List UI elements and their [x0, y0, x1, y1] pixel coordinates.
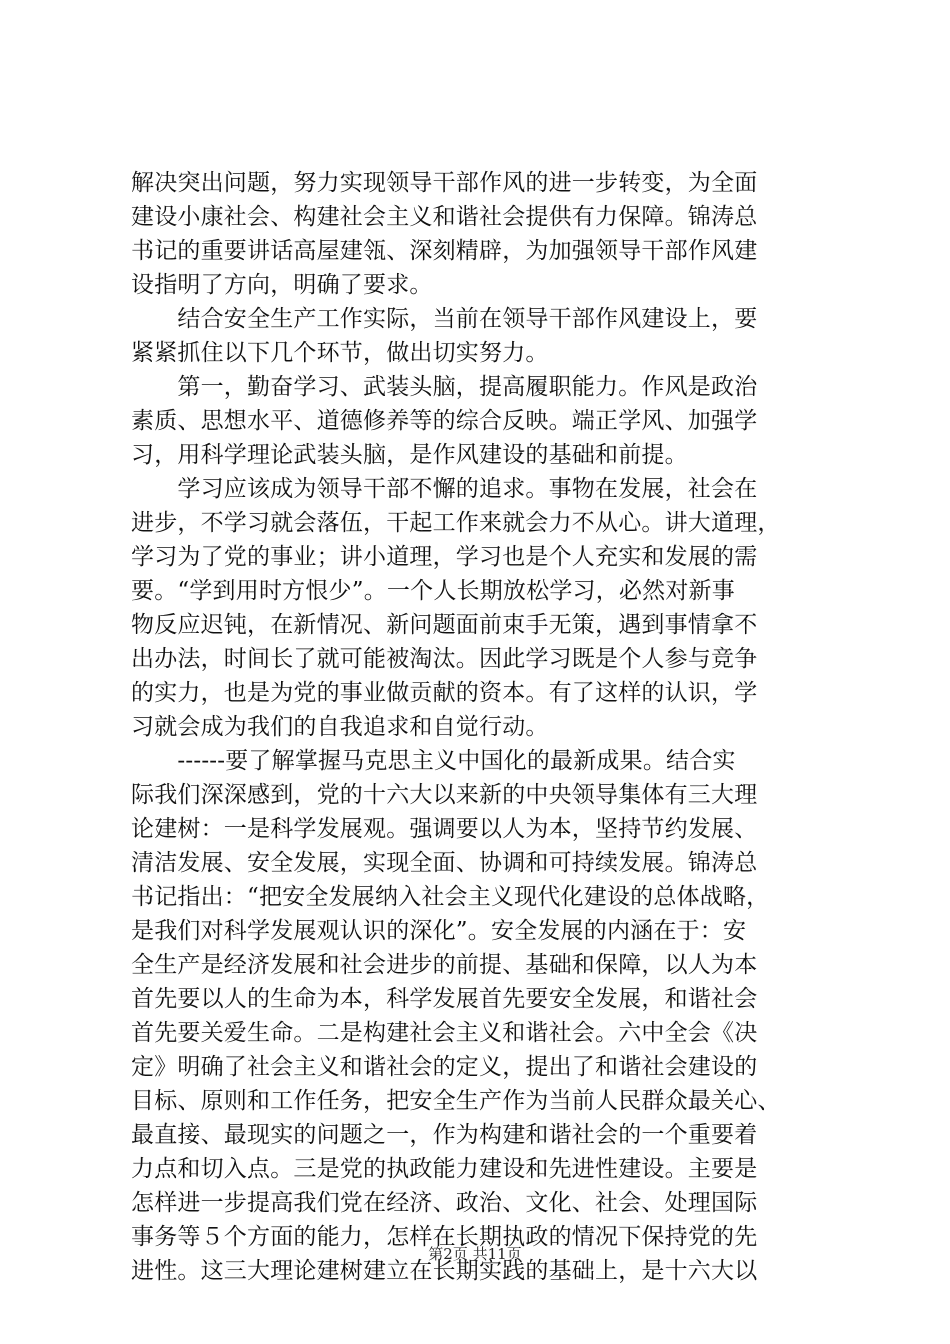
- text-line: 首先要关爱生命。二是构建社会主义和谐社会。六中全会《决: [131, 1020, 758, 1046]
- text-line: 最直接、最现实的问题之一，作为构建和谐社会的一个重要着: [131, 1122, 758, 1148]
- text-line: 解决突出问题，努力实现领导干部作风的进一步转变，为全面: [131, 170, 758, 196]
- text-line: 际我们深深感到，党的十六大以来新的中央领导集体有三大理: [131, 782, 758, 808]
- text-line: 清洁发展、安全发展，实现全面、协调和可持续发展。锦涛总: [131, 850, 758, 876]
- text-line: 定》明确了社会主义和谐社会的定义，提出了和谐社会建设的: [131, 1054, 758, 1080]
- text-line: 出办法，时间长了就可能被淘汰。因此学习既是个人参与竞争: [131, 646, 758, 672]
- text-line: 目标、原则和工作任务，把安全生产作为当前人民群众最关心、: [131, 1088, 781, 1114]
- body-text: [131, 166, 826, 1288]
- text-line: 学习应该成为领导干部不懈的追求。事物在发展，社会在: [131, 476, 758, 502]
- text-line: 进步，不学习就会落伍，干起工作来就会力不从心。讲大道理，: [131, 510, 781, 536]
- text-line: 素质、思想水平、道德修养等的综合反映。端正学风、加强学: [131, 408, 758, 434]
- text-line: 学习为了党的事业；讲小道理，学习也是个人充实和发展的需: [131, 544, 758, 570]
- text-line: 书记的重要讲话高屋建瓴、深刻精辟，为加强领导干部作风建: [131, 238, 758, 264]
- text-line: 结合安全生产工作实际，当前在领导干部作风建设上，要: [131, 306, 758, 332]
- text-line: 事务等５个方面的能力，怎样在长期执政的情况下保持党的先: [131, 1224, 758, 1250]
- text-line: ------要了解掌握马克思主义中国化的最新成果。结合实: [131, 748, 736, 774]
- text-line: 书记指出：“把安全发展纳入社会主义现代化建设的总体战略，: [131, 884, 770, 910]
- text-line: 习就会成为我们的自我追求和自觉行动。: [131, 714, 549, 740]
- text-line: 怎样进一步提高我们党在经济、政治、文化、社会、处理国际: [131, 1190, 758, 1216]
- text-line: 进性。这三大理论建树建立在长期实践的基础上，是十六大以: [131, 1258, 758, 1284]
- text-line: 的实力，也是为党的事业做贡献的资本。有了这样的认识，学: [131, 680, 758, 706]
- text-line: 全生产是经济发展和社会进步的前提、基础和保障，以人为本: [131, 952, 758, 978]
- text-line: 建设小康社会、构建社会主义和谐社会提供有力保障。锦涛总: [131, 204, 758, 230]
- text-line: 是我们对科学发展观认识的深化”。安全发展的内涵在于：安: [131, 918, 747, 944]
- text-line: 物反应迟钝，在新情况、新问题面前束手无策，遇到事情拿不: [131, 612, 758, 638]
- text-line: 力点和切入点。三是党的执政能力建设和先进性建设。主要是: [131, 1156, 758, 1182]
- text-line: 首先要以人的生命为本，科学发展首先要安全发展，和谐社会: [131, 986, 758, 1012]
- text-line: 习，用科学理论武装头脑，是作风建设的基础和前提。: [131, 442, 688, 468]
- text-line: 要。“学到用时方恨少”。一个人长期放松学习，必然对新事: [131, 578, 735, 604]
- text-line: 紧紧抓住以下几个环节，做出切实努力。: [131, 340, 549, 366]
- text-line: 论建树：一是科学发展观。强调要以人为本，坚持节约发展、: [131, 816, 758, 842]
- page-footer: 第2页 共11页: [428, 1245, 522, 1263]
- text-line: 第一，勤奋学习、武装头脑，提高履职能力。作风是政治: [131, 374, 758, 400]
- text-line: 设指明了方向，明确了要求。: [131, 272, 433, 298]
